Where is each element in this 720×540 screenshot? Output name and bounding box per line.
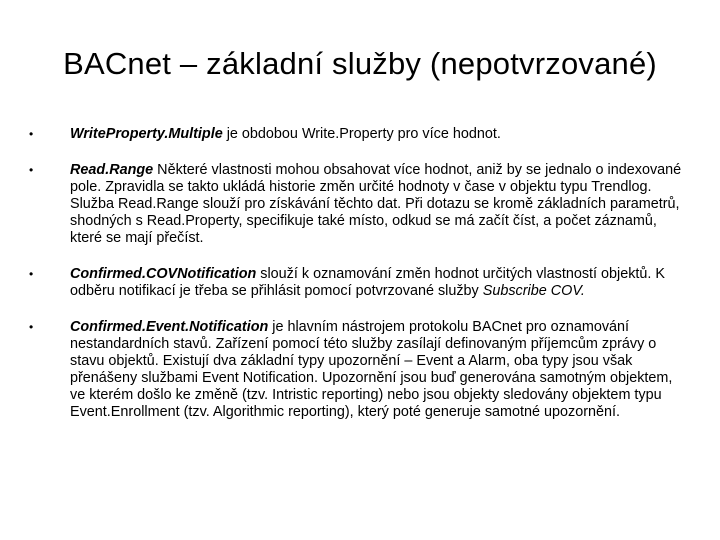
bullet-tail-italic: Subscribe COV.: [482, 283, 585, 299]
bullet-icon: •: [29, 320, 34, 334]
bullet-item-confirmedcovnotification: [26, 266, 686, 300]
bullet-icon: •: [29, 127, 34, 141]
bullet-icon: •: [29, 267, 34, 281]
bullet-term: Read.Range: [70, 162, 154, 178]
bullet-term: Confirmed.COVNotification: [70, 266, 257, 282]
bullet-text: slouží k oznamování změn hodnot určitých vlastností objektů. K odběru notifikací je třeba se přihlásit pomocí potvrzované služby: [70, 266, 666, 299]
bullet-text: Některé vlastnosti mohou obsahovat více hodnot, aniž by se jednalo o indexované pole. Zpravidla se takto ukládá historie změn určité hodnoty v čase v objektu typu Trendlog. Služba Read.Range slouží pro získávání těchto dat. Při dotazu se kromě základních parametrů, shodných s Read.Property, specifikuje také místo, odkud se má začít číst, a počet záznamů, které se mají přečíst.: [70, 162, 682, 246]
bullet-item-confirmedeventnotification: [26, 319, 686, 421]
slide-title: BACnet – základní služby (nepotvrzované): [63, 46, 657, 81]
bullet-icon: •: [29, 163, 34, 177]
bullet-list: [26, 126, 686, 440]
bullet-term: WriteProperty.Multiple: [70, 126, 223, 142]
bullet-term: Confirmed.Event.Notification: [70, 319, 269, 335]
bullet-item-readrange: [26, 162, 686, 247]
bullet-text: je obdobou Write.Property pro více hodnot.: [222, 126, 501, 142]
bullet-item-writepropertymultiple: [26, 126, 686, 143]
bullet-text: je hlavním nástrojem protokolu BACnet pro oznamování nestandardních stavů. Zařízení pomocí této služby zasílají definovaným příjemcům zprávy o stavu objektů. Existují dva základní typy upozornění – Event a Alarm, oba typy jsou však přenášeny službami Event Notification. Upozornění jsou buď generována samotným objektem, ve kterém došlo ke změně (tzv. Intristic reporting) nebo jsou objekty sledovány objektem typu Event.Enrollment (tzv. Algorithmic reporting), který poté generuje samotné upozornění.: [70, 319, 673, 420]
